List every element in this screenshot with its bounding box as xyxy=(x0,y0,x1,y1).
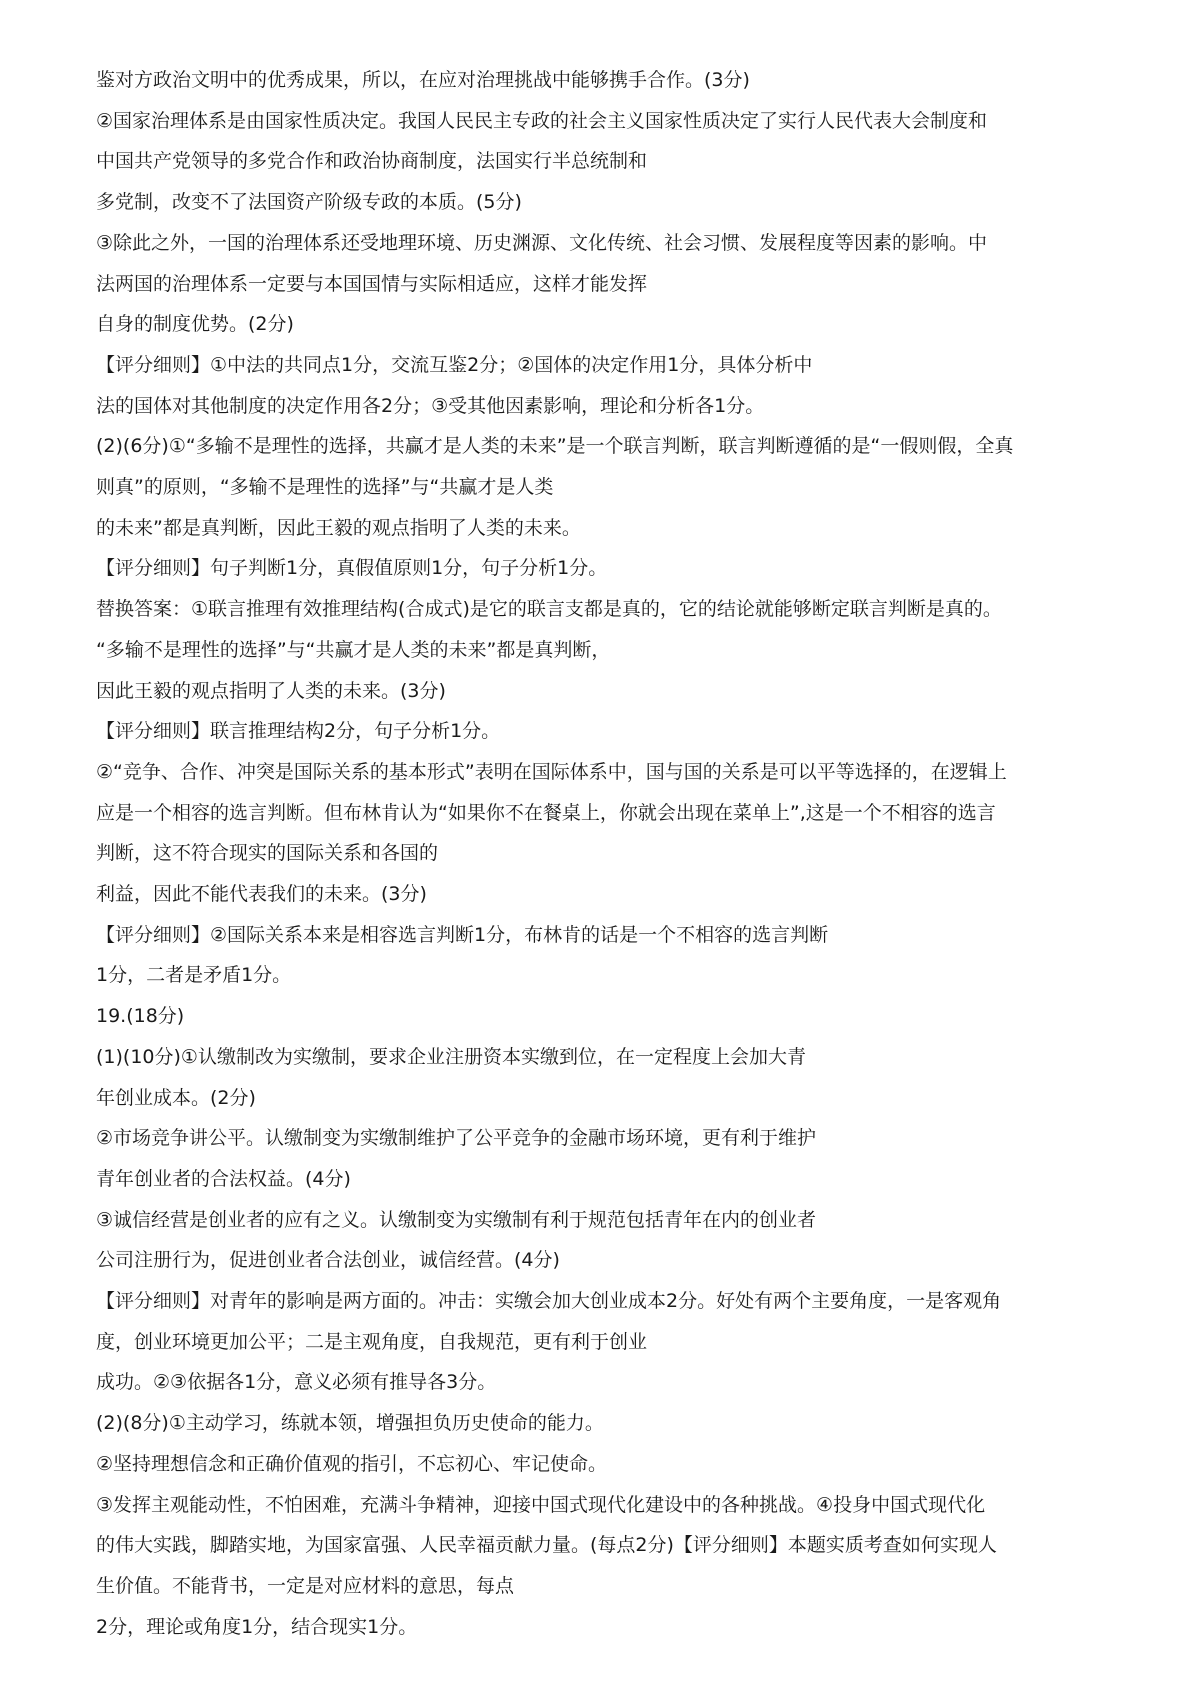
text-line: ②国家治理体系是由国家性质决定。我国人民民主专政的社会主义国家性质决定了实行人民代表大会制度和 xyxy=(96,109,988,132)
text-line: 【评分细则】①中法的共同点1分，交流互鉴2分；②国体的决定作用1分，具体分析中 xyxy=(96,353,813,376)
text-line: 度，创业环境更加公平；二是主观角度，自我规范，更有利于创业 xyxy=(96,1330,648,1353)
text-line: 1分，二者是矛盾1分。 xyxy=(96,964,292,987)
text-line: 多党制，改变不了法国资产阶级专政的本质。(5分) xyxy=(96,191,522,214)
text-line: ③诚信经营是创业者的应有之义。认缴制变为实缴制有利于规范包括青年在内的创业者 xyxy=(96,1208,817,1231)
text-line: 19.(18分) xyxy=(96,1005,185,1028)
text-line: 中国共产党领导的多党合作和政治协商制度，法国实行半总统制和 xyxy=(96,150,648,173)
text-line: 利益，因此不能代表我们的未来。(3分) xyxy=(96,883,427,905)
text-line: ③发挥主观能动性，不怕困难，充满斗争精神，迎接中国式现代化建设中的各种挑战。④投身中国式现代化 xyxy=(96,1493,986,1516)
text-line: “多输不是理性的选择”与“共赢才是人类的未来”都是真判断， xyxy=(96,638,611,661)
text-line: 自身的制度优势。(2分) xyxy=(96,313,294,336)
text-line: 【评分细则】句子判断1分，真假值原则1分，句子分析1分。 xyxy=(96,557,608,580)
text-line: 【评分细则】②国际关系本来是相容选言判断1分，布林肯的话是一个不相容的选言判断 xyxy=(96,923,829,946)
text-line: 法两国的治理体系一定要与本国国情与实际相适应，这样才能发挥 xyxy=(96,272,648,295)
text-line: 替换答案：①联言推理有效推理结构(合成式)是它的联言支都是真的，它的结论就能够断定联言判断是真的。 xyxy=(96,598,1002,621)
text-line: 【评分细则】联言推理结构2分，句子分析1分。 xyxy=(96,720,501,743)
text-line: 法的国体对其他制度的决定作用各2分；③受其他因素影响，理论和分析各1分。 xyxy=(96,394,765,417)
text-line: (2)(6分)①“多输不是理性的选择，共赢才是人类的未来”是一个联言判断，联言判断遵循的是“一假则假，全真 xyxy=(96,435,1014,458)
text-line: ②市场竞争讲公平。认缴制变为实缴制维护了公平竞争的金融市场环境，更有利于维护 xyxy=(96,1127,817,1150)
text-line: ②坚持理想信念和正确价值观的指引，不忘初心、牢记使命。 xyxy=(96,1452,608,1475)
text-line: 的伟大实践，脚踏实地，为国家富强、人民幸福贡献力量。(每点2分)【评分细则】本题实质考查如何实现人 xyxy=(96,1534,997,1557)
text-line: 成功。②③依据各1分，意义必须有推导各3分。 xyxy=(96,1371,497,1394)
text-line: 判断，这不符合现实的国际关系和各国的 xyxy=(96,842,439,865)
text-line: 的未来”都是真判断，因此王毅的观点指明了人类的未来。 xyxy=(96,516,581,539)
text-line: 因此王毅的观点指明了人类的未来。(3分) xyxy=(96,679,446,702)
text-line: 则真”的原则，“多输不是理性的选择”与“共赢才是人类 xyxy=(96,476,554,498)
text-line: (2)(8分)①主动学习，练就本领，增强担负历史使命的能力。 xyxy=(96,1412,604,1435)
text-line: 年创业成本。(2分) xyxy=(96,1086,256,1109)
text-line: (1)(10分)①认缴制改为实缴制，要求企业注册资本实缴到位，在一定程度上会加大青 xyxy=(96,1045,806,1068)
text-line: 2分，理论或角度1分，结合现实1分。 xyxy=(96,1615,418,1638)
text-line: 青年创业者的合法权益。(4分) xyxy=(96,1167,351,1190)
text-line: 生价值。不能背书，一定是对应材料的意思，每点 xyxy=(96,1574,515,1597)
text-line: 公司注册行为，促进创业者合法创业，诚信经营。(4分) xyxy=(96,1249,560,1272)
text-line: ②“竞争、合作、冲突是国际关系的基本形式”表明在国际体系中，国与国的关系是可以平等选择的，在逻辑上 xyxy=(96,760,1007,783)
text-line: 鉴对方政治文明中的优秀成果，所以，在应对治理挑战中能够携手合作。(3分) xyxy=(96,69,750,91)
text-line: 应是一个相容的选言判断。但布林肯认为“如果你不在餐桌上，你就会出现在菜单上”,这是一个不相容的选言 xyxy=(96,801,996,824)
text-line: ③除此之外，一国的治理体系还受地理环境、历史渊源、文化传统、社会习惯、发展程度等因素的影响。中 xyxy=(96,231,988,254)
text-line: 【评分细则】对青年的影响是两方面的。冲击：实缴会加大创业成本2分。好处有两个主要角度，一是客观角 xyxy=(96,1290,1002,1312)
